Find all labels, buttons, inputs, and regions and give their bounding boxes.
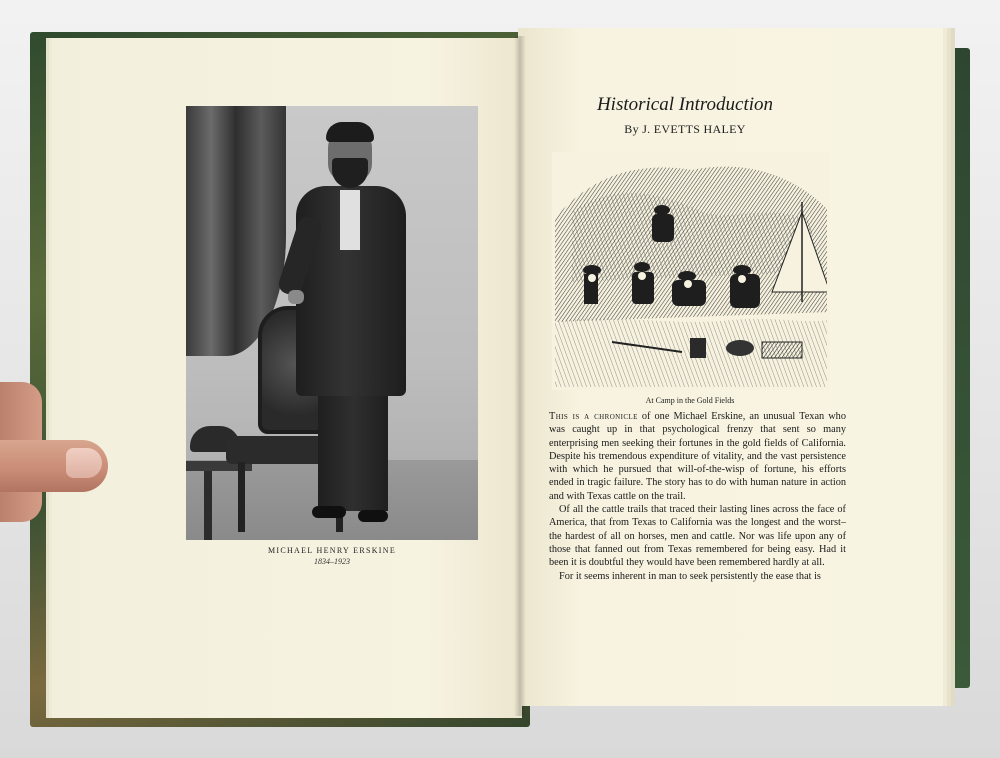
gold-fields-engraving [552,152,830,390]
book-gutter [514,36,526,716]
illustration-caption: At Camp in the Gold Fields [645,396,735,405]
portrait-caption-name: MICHAEL HENRY ERSKINE [267,546,397,555]
body-text [549,410,846,583]
man-shoe [312,506,346,518]
page-title: Historical Introduction [596,94,774,115]
paragraph [549,410,846,503]
man-hand [288,290,304,304]
author-byline: By J. EVETTS HALEY [624,122,746,136]
man-shirt [340,190,360,250]
man-beard [332,158,368,188]
portrait-caption-years: 1834–1923 [314,557,350,566]
side-table-leg [204,471,212,540]
man-hair [326,122,374,142]
thumbnail [66,448,102,478]
paragraph: Of all the cattle trails that traced their lasting lines across the face of America, that from Texas to California was the longest and the worst–the hardest of all on horses, men and cattle. Nor was life upon any of those that fanned out from Texas remembered for being easy. Had it been it is doubtful they would have been remembered hardly at all. [549,504,846,569]
paragraph-text: of one Michael Erskine, an unusual Texan who was caught up in that psychological frenzy that sent so many enterprising men seeking their fortunes in the gold fields of California. Despite his tremendous expenditure of vitality, and the vast persistence with which he pursued that will-of-the-wisp of fortune, his efforts ended in tragic failure. The story has to do with human nature in action and with Texas cattle on the trail. [549,411,846,502]
paragraph-lead: This is a chronicle [549,411,638,422]
man-shoe [358,510,388,522]
portrait-photo [186,106,478,540]
chair-leg [238,462,245,532]
man-legs [318,391,388,511]
paragraph: For it seems inherent in man to seek persistently the ease that is [559,570,821,582]
